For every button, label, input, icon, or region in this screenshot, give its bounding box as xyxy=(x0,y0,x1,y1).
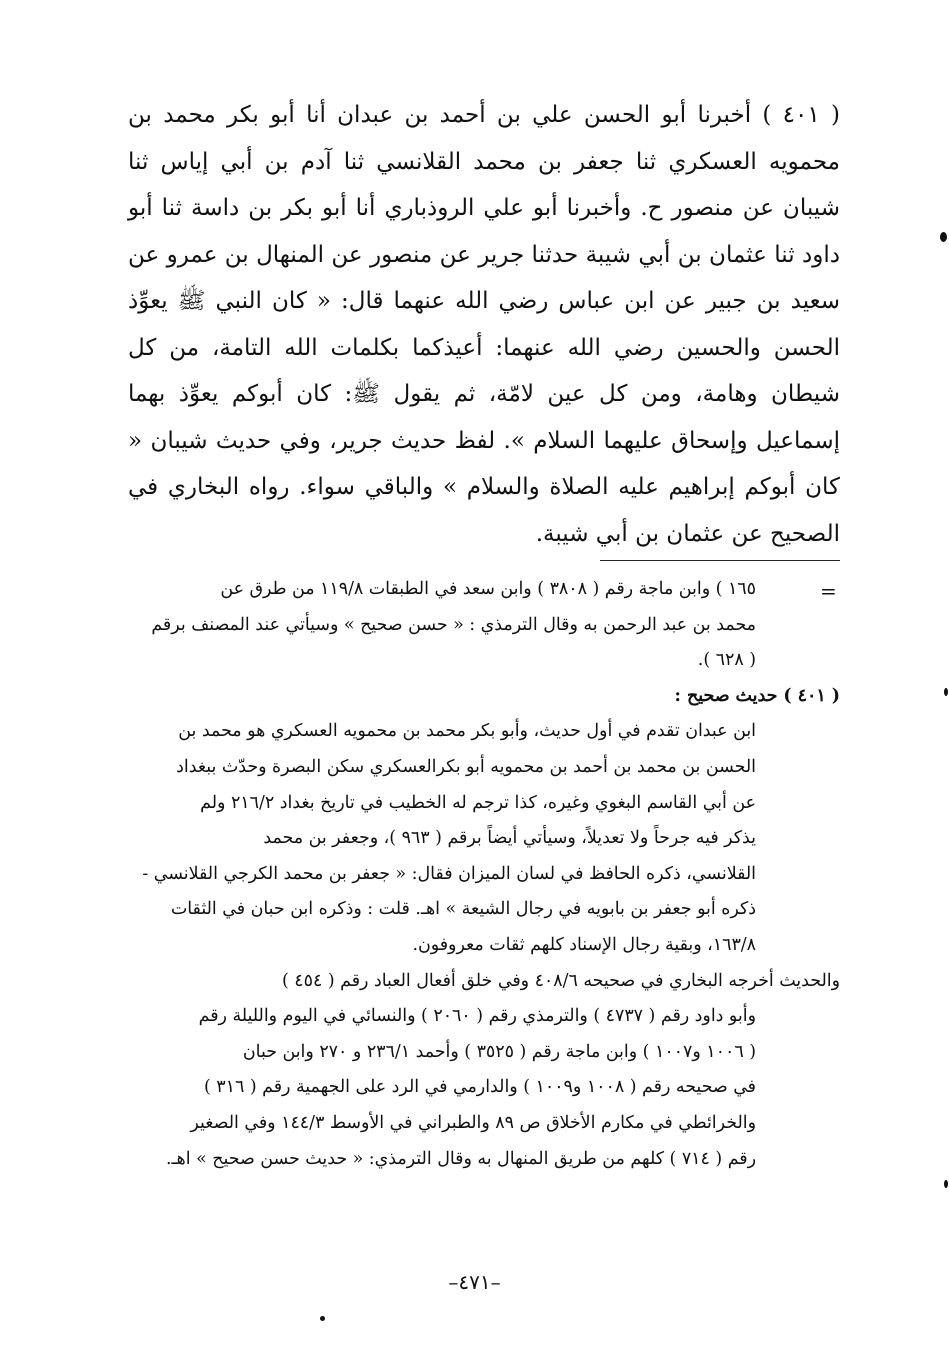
note-heading: ( ٤٠١ ) حديث صحيح : xyxy=(674,685,840,706)
footnote-separator xyxy=(600,560,840,561)
note-line: يذكر فيه جرحاً ولا تعديلاً، وسيأتي أيضاً برقم ( ٩٦٣ )، وجعفر بن محمد xyxy=(263,828,756,849)
hadith-text xyxy=(128,92,840,557)
note-line: في صحيحه رقم ( ١٠٠٨ و١٠٠٩ ) والدارمي في الرد على الجهمية رقم ( ٣١٦ ) xyxy=(203,1077,756,1098)
note-line: محمد بن عبد الرحمن به وقال الترمذي : « حسن صحيح » وسيأتي عند المصنف برقم xyxy=(151,614,756,635)
note-line: القلانسي، ذكره الحافظ في لسان الميزان فقال: « جعفر بن محمد الكرجي القلانسي - xyxy=(142,863,756,884)
scan-speck xyxy=(320,1316,325,1321)
footnotes xyxy=(128,572,840,1177)
note-line: عن أبي القاسم البغوي وغيره، كذا ترجم له الخطيب في تاريخ بغداد ٢١٦/٢ ولم xyxy=(200,792,756,813)
note-line: وأبو داود رقم ( ٤٧٣٧ ) والترمذي رقم ( ٢٠٦٠ ) والنسائي في اليوم والليلة رقم xyxy=(198,1006,756,1027)
footnote-continuation-mark: = xyxy=(820,579,837,603)
note-line: ١٦٣/٨، وبقية رجال الإسناد كلهم ثقات معروفون. xyxy=(412,934,756,955)
note-line: ( ٦٢٨ ). xyxy=(697,650,756,671)
hadith-paragraph: ( ٤٠١ ) أخبرنا أبو الحسن علي بن أحمد بن عبدان أنا أبو بكر محمد بن محمويه العسكري ثنا جعفر بن محمد القلانسي ثنا آدم بن أبي إياس ثنا شيبان عن منصور ح. وأخبرنا أبو علي الروذباري أنا أبو بكر بن داسة ثنا أبو داود ثنا عثمان بن أبي شيبة حدثنا جرير عن منصور عن المنهال بن عمرو عن سعيد بن جبير عن ابن عباس رضي الله عنهما قال: « كان النبي ﷺ يعوِّذ الحسن والحسين رضي الله عنهما: أعيذكما بكلمات الله التامة، من كل شيطان وهامة، ومن كل عين لامّة، ثم يقول ﷺ: كان أبوكم يعوِّذ بهما إسماعيل وإسحاق عليهما السلام ». لفظ حديث جرير، وفي حديث شيبان « كان أبوكم إبراهيم عليه الصلاة والسلام » والباقي سواء. رواه البخاري في الصحيح عن عثمان بن أبي شيبة. xyxy=(128,102,840,547)
scan-speck xyxy=(944,1180,948,1188)
note-line: ذكره أبو جعفر بن بابويه في رجال الشيعة » اهـ. قلت : وذكره ابن حبان في الثقات xyxy=(170,899,756,920)
page-number: –٤٧١– xyxy=(448,1270,501,1294)
scan-speck xyxy=(940,232,947,242)
footnote-continuation xyxy=(128,572,840,679)
note-line: ١٦٥ ) وابن ماجة رقم ( ٣٨٠٨ ) وابن سعد في الطبقات ١١٩/٨ من طرق عن xyxy=(220,579,756,599)
note-line: رقم ( ٧١٤ ) كلهم من طريق المنهال به وقال الترمذي: « حديث حسن صحيح » اهـ. xyxy=(165,1148,756,1169)
note-line: والحديث أخرجه البخاري في صحيحه ٤٠٨/٦ وفي خلق أفعال العباد رقم ( ٤٥٤ ) xyxy=(281,970,840,991)
note-paragraph xyxy=(128,714,840,963)
note-line: ابن عبدان تقدم في أول حديث، وأبو بكر محمد بن محمويه العسكري هو محمد بن xyxy=(178,721,756,742)
note-line: الحسن بن محمد بن أحمد بن محمويه أبو بكرالعسكري سكن البصرة وحدّث ببغداد xyxy=(176,756,756,777)
note-paragraph xyxy=(128,964,840,1178)
note-line: والخرائطي في مكارم الأخلاق ص ٨٩ والطبراني في الأوسط ١٤٤/٣ وفي الصغير xyxy=(190,1112,756,1133)
scan-speck xyxy=(944,688,948,696)
note-line: ( ١٠٠٦ و١٠٠٧ ) وابن ماجة رقم ( ٣٥٢٥ ) وأحمد ٢٣٦/١ و ٢٧٠ وابن حبان xyxy=(242,1041,756,1062)
